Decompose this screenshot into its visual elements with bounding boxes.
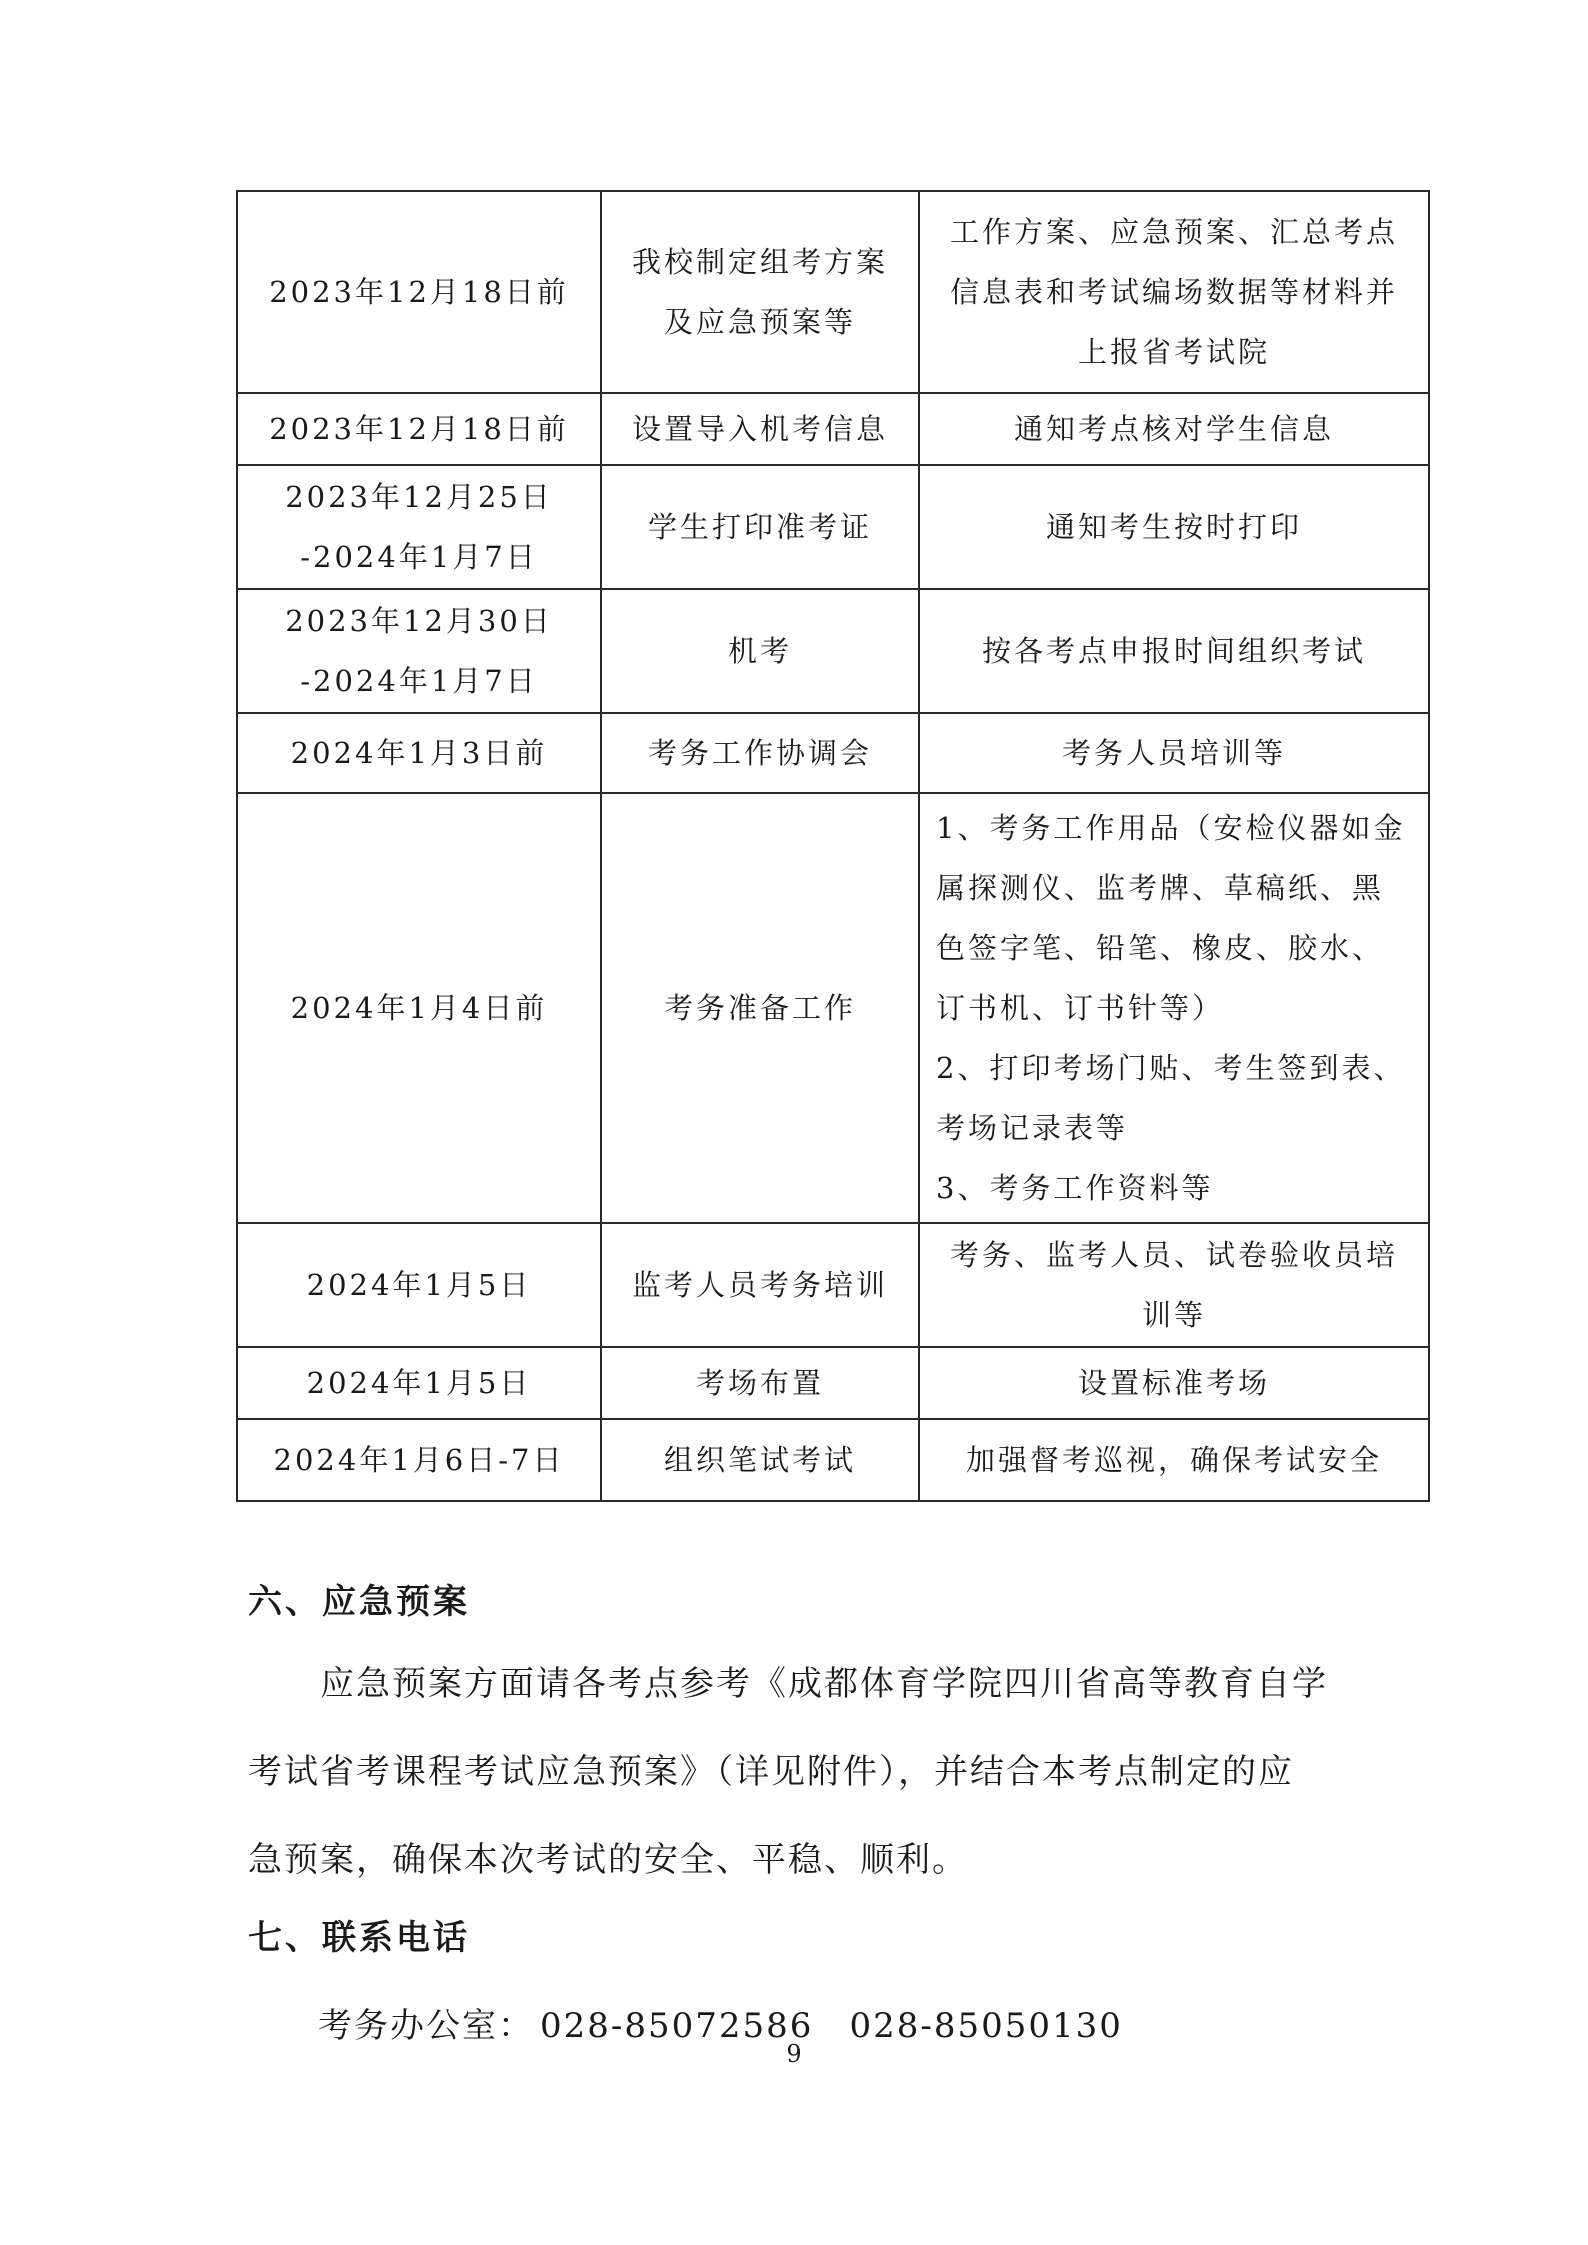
table-row <box>237 465 1429 589</box>
detail-cell <box>919 713 1429 793</box>
date-cell-line: -2024年1月7日 <box>300 540 538 574</box>
date-cell-line: 2024年1月5日 <box>306 1268 532 1302</box>
task-cell <box>601 713 919 793</box>
detail-cell-line: 上报省考试院 <box>1077 335 1270 369</box>
task-cell <box>601 465 919 589</box>
section-6-heading: 六、应急预案 <box>248 1582 470 1622</box>
detail-cell-line: 考务人员培训等 <box>1061 736 1286 770</box>
date-cell-line: 2023年12月25日 <box>285 480 553 514</box>
section-6-paragraph <box>248 1640 1348 1904</box>
schedule-table-body <box>237 191 1429 1501</box>
task-cell-line: 监考人员考务培训 <box>631 1268 888 1302</box>
detail-cell-line: 订书机、订书针等） <box>936 991 1225 1025</box>
date-cell-line: 2023年12月30日 <box>285 604 553 638</box>
date-cell <box>237 1347 601 1419</box>
task-cell <box>601 393 919 465</box>
detail-cell <box>919 191 1429 393</box>
date-cell <box>237 465 601 589</box>
contact-label: 考务办公室： <box>318 2006 534 2046</box>
task-cell <box>601 589 919 713</box>
detail-cell <box>919 465 1429 589</box>
schedule-table <box>236 190 1430 1502</box>
date-cell <box>237 191 601 393</box>
date-cell-line: 2024年1月4日前 <box>290 991 548 1025</box>
section-7-heading: 七、联系电话 <box>248 1918 470 1958</box>
table-row <box>237 793 1429 1223</box>
task-cell <box>601 191 919 393</box>
date-cell-line: 2023年12月18日前 <box>269 275 569 309</box>
task-cell-line: 设置导入机考信息 <box>631 412 888 446</box>
date-cell-line: 2024年1月6日-7日 <box>273 1443 565 1477</box>
task-cell <box>601 1419 919 1501</box>
detail-cell-line: 训等 <box>1141 1298 1206 1332</box>
task-cell-line: 及应急预案等 <box>663 305 856 339</box>
table-row <box>237 191 1429 393</box>
date-cell-line: -2024年1月7日 <box>300 664 538 698</box>
date-cell <box>237 1223 601 1347</box>
task-cell-line: 我校制定组考方案 <box>631 245 888 279</box>
date-cell-line: 2023年12月18日前 <box>269 412 569 446</box>
detail-cell-line: 工作方案、应急预案、汇总考点 <box>949 215 1398 249</box>
table-row <box>237 393 1429 465</box>
phone-number-2: 028-85050130 <box>849 2006 1123 2046</box>
table-row <box>237 589 1429 713</box>
detail-cell-line: 3、考务工作资料等 <box>936 1171 1214 1205</box>
detail-cell-line: 考场记录表等 <box>936 1111 1129 1145</box>
task-cell-line: 组织笔试考试 <box>663 1443 856 1477</box>
date-cell-line: 2024年1月5日 <box>306 1366 532 1400</box>
detail-cell <box>919 1419 1429 1501</box>
detail-cell-line: 2、打印考场门贴、考生签到表、 <box>936 1051 1406 1085</box>
detail-cell-line: 1、考务工作用品（安检仪器如金 <box>936 811 1406 845</box>
detail-cell-line: 属探测仪、监考牌、草稿纸、黑 <box>936 871 1385 905</box>
detail-cell-line: 通知考生按时打印 <box>1045 510 1302 544</box>
detail-cell-line: 考务、监考人员、试卷验收员培 <box>949 1238 1398 1272</box>
table-row <box>237 1347 1429 1419</box>
page-number: 9 <box>786 2040 802 2068</box>
task-cell-line: 学生打印准考证 <box>647 510 872 544</box>
table-row <box>237 1419 1429 1501</box>
date-cell <box>237 713 601 793</box>
date-cell-line: 2024年1月3日前 <box>290 736 548 770</box>
detail-cell-line: 信息表和考试编场数据等材料并 <box>949 275 1398 309</box>
section-6-line-3: 急预案，确保本次考试的安全、平稳、顺利。 <box>248 1840 968 1880</box>
detail-cell <box>919 793 1429 1223</box>
date-cell <box>237 393 601 465</box>
task-cell <box>601 1347 919 1419</box>
detail-cell <box>919 1223 1429 1347</box>
detail-cell-line: 加强督考巡视，确保考试安全 <box>965 1443 1382 1477</box>
task-cell-line: 考务工作协调会 <box>647 736 872 770</box>
section-6-line-1: 应急预案方面请各考点参考《成都体育学院四川省高等教育自学 <box>320 1664 1328 1704</box>
detail-cell <box>919 393 1429 465</box>
detail-cell-line: 色签字笔、铅笔、橡皮、胶水、 <box>936 931 1385 965</box>
table-row <box>237 1223 1429 1347</box>
section-6-line-2: 考试省考课程考试应急预案》（详见附件），并结合本考点制定的应 <box>248 1752 1294 1792</box>
date-cell <box>237 793 601 1223</box>
task-cell <box>601 1223 919 1347</box>
table-row <box>237 713 1429 793</box>
date-cell <box>237 1419 601 1501</box>
date-cell <box>237 589 601 713</box>
phone-number-1: 028-85072586 <box>540 2006 814 2046</box>
detail-cell <box>919 1347 1429 1419</box>
detail-cell-line: 按各考点申报时间组织考试 <box>981 634 1366 668</box>
task-cell-line: 考务准备工作 <box>663 991 856 1025</box>
detail-cell-line: 通知考点核对学生信息 <box>1013 412 1334 446</box>
task-cell <box>601 793 919 1223</box>
detail-cell <box>919 589 1429 713</box>
task-cell-line: 机考 <box>727 634 792 668</box>
task-cell-line: 考场布置 <box>695 1366 824 1400</box>
detail-cell-line: 设置标准考场 <box>1077 1366 1270 1400</box>
